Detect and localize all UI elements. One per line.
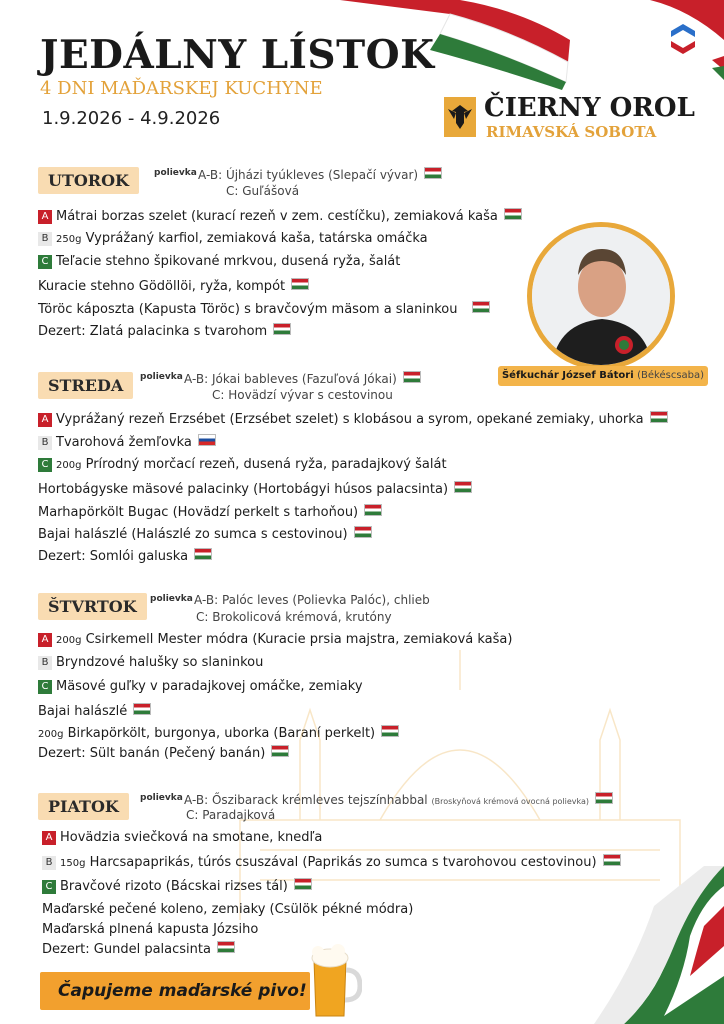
item-text: Dezert: Zlatá palacinka s tvarohom [38,324,268,339]
soup-label: polievka [140,793,183,803]
menu-item [38,504,382,520]
menu-item [38,481,472,497]
hungary-flag-icon [595,792,613,804]
letter-badge-b: B [38,656,52,670]
item-text: Birkapörkölt, burgonya, uborka (Baraní perkelt) [67,726,376,741]
soup-ab [184,792,613,807]
chef-caption [498,366,708,386]
letter-badge-a: A [38,210,52,224]
menu-item [42,854,621,870]
item-weight: 250g [56,234,82,245]
letter-badge-c: C [38,255,52,269]
chef-photo [527,222,675,370]
page-title: JEDÁLNY LÍSTOK [40,32,435,78]
soup-ab-text: A-B: Jókai bableves (Fazuľová Jókai) [184,372,397,386]
soup-ab [184,371,421,386]
hungary-flag-icon [273,323,291,335]
menu-item [38,231,428,246]
item-text: Dezert: Somlói galuska [38,549,189,564]
menu-item [38,434,216,450]
item-weight: 150g [60,858,86,869]
beer-banner: Čapujeme maďarské pivo! [40,972,310,1010]
item-text: Maďarské pečené koleno, zemiaky (Csülök pékné módra) [42,902,414,917]
soup-ab-text: A-B: Őszibarack krémleves tejszínhabbal [184,793,428,807]
item-text: Prírodný morčací rezeň, dusená ryža, paradajkový šalát [85,457,447,472]
page-curl-flag [594,866,724,1024]
hungary-flag-icon [650,411,668,423]
slovakia-flag-icon [198,434,216,446]
hungary-flag-icon [472,301,490,313]
soup-c: C: Brokolicová krémová, krutóny [196,610,392,624]
item-weight: 200g [38,729,64,740]
item-text: Dezert: Sült banán (Pečený banán) [38,746,266,761]
soup-ab: A-B: Palóc leves (Polievka Palóc), chlieb [194,593,430,607]
hungary-flag-icon [194,548,212,560]
item-text: Kuracie stehno Gödöllöi, ryža, kompót [38,279,286,294]
item-text: Vyprážaný karfiol, zemiaková kaša, tatárska omáčka [85,231,428,246]
brand-city: RIMAVSKÁ SOBOTA [486,123,657,141]
soup-c: C: Guľášová [226,184,300,198]
hungary-flag-icon [454,481,472,493]
hungary-flag-icon [504,208,522,220]
letter-badge-c: C [42,880,56,894]
soup-ab-note: (Broskyňová krémová ovocná polievka) [431,797,590,806]
letter-badge-b: B [38,232,52,246]
item-text: Marhapörkölt Bugac (Hovädzí perkelt s tarhoňou) [38,505,359,520]
hungary-flag-icon [403,371,421,383]
chef-title: Šéfkuchár József Bátori [501,370,634,381]
day-header-stvrtok: ŠTVRTOK [38,593,147,620]
letter-badge-a: A [38,413,52,427]
item-text: Csirkemell Mester módra (Kuracie prsia majstra, zemiaková kaša) [85,632,513,647]
item-weight: 200g [56,460,82,471]
partner-logo-icon [668,22,698,56]
soup-label: polievka [150,594,193,604]
hungary-flag-icon [133,703,151,715]
soup-ab [198,167,442,182]
menu-item [38,208,522,224]
item-text: Bravčové rizoto (Bácskai rizses tál) [60,879,288,894]
item-text: Mäsové guľky v paradajkovej omáčke, zemiaky [56,679,363,694]
item-text: Bajai halászlé (Halászlé zo sumca s cestovinou) [38,527,348,542]
menu-item [42,922,258,937]
item-text: Tvarohová žemľovka [56,435,192,450]
item-text: Bajai halászlé [38,704,128,719]
menu-item [42,902,413,917]
hungary-flag-icon [364,504,382,516]
menu-item [38,548,212,564]
item-text: Teľacie stehno špikované mrkvou, dusená ryža, šalát [56,254,401,269]
menu-item [42,878,312,894]
letter-badge-c: C [38,458,52,472]
letter-badge-a: A [38,633,52,647]
item-text: Harcsapaprikás, túrós csuszával (Paprikás zo sumca s tvarohovou cestovinou) [89,855,597,870]
item-text: Bryndzové halušky so slaninkou [56,655,264,670]
menu-item [38,323,291,339]
soup-c: C: Paradajková [186,808,276,822]
date-range: 1.9.2026 - 4.9.2026 [42,108,221,129]
letter-badge-b: B [42,856,56,870]
hungary-flag-icon [354,526,372,538]
menu-item [38,457,447,472]
item-text: Vyprážaný rezeň Erzsébet (Erzsébet szelet) s klobásou a syrom, opekané zemiaky, uhorka [56,412,644,427]
chef-origin: (Békéscsaba) [637,370,705,381]
item-text: Dezert: Gundel palacsinta [42,942,211,957]
brand-name: ČIERNY OROL [484,93,695,123]
item-weight: 200g [56,635,82,646]
beer-mug-icon [308,942,362,1020]
item-text: Hortobágyske mäsové palacinky (Hortobágyi húsos palacsinta) [38,482,449,497]
hungary-flag-icon [603,854,621,866]
letter-badge-b: B [38,436,52,450]
menu-item [38,278,309,294]
hungary-flag-icon [217,941,235,953]
day-header-piatok: PIATOK [38,793,129,820]
menu-item [38,411,668,427]
menu-item [42,830,322,845]
menu-item [42,941,235,957]
soup-c: C: Hovädzí vývar s cestovinou [212,388,393,402]
menu-item [38,254,400,269]
menu-item [38,526,372,542]
item-text: Töröс káposzta (Kapusta Töröс) s bravčovým mäsom a slaninkou [38,302,458,317]
item-text: Hovädzia sviečková na smotane, knedľa [60,830,323,845]
soup-label: polievka [154,168,197,178]
letter-badge-c: C [38,680,52,694]
day-header-utorok: UTOROK [38,167,139,194]
hungary-flag-icon [291,278,309,290]
hungary-flag-icon [424,167,442,179]
menu-item [38,703,151,719]
item-text: Mátrai borzas szelet (kurací rezeň v zem. cestíčku), zemiaková kaša [56,209,498,224]
item-text: Maďarská plnená kapusta Józsiho [42,922,259,937]
soup-ab-text: A-B: Újházi tyúkleves (Slepačí vývar) [198,168,419,182]
soup-label: polievka [140,372,183,382]
menu-item [38,301,490,317]
letter-badge-a: A [42,831,56,845]
hungary-flag-icon [294,878,312,890]
eagle-logo-icon [444,97,476,137]
page-subtitle: 4 DNI MAĎARSKEJ KUCHYNE [40,78,323,99]
day-header-streda: STREDA [38,372,133,399]
